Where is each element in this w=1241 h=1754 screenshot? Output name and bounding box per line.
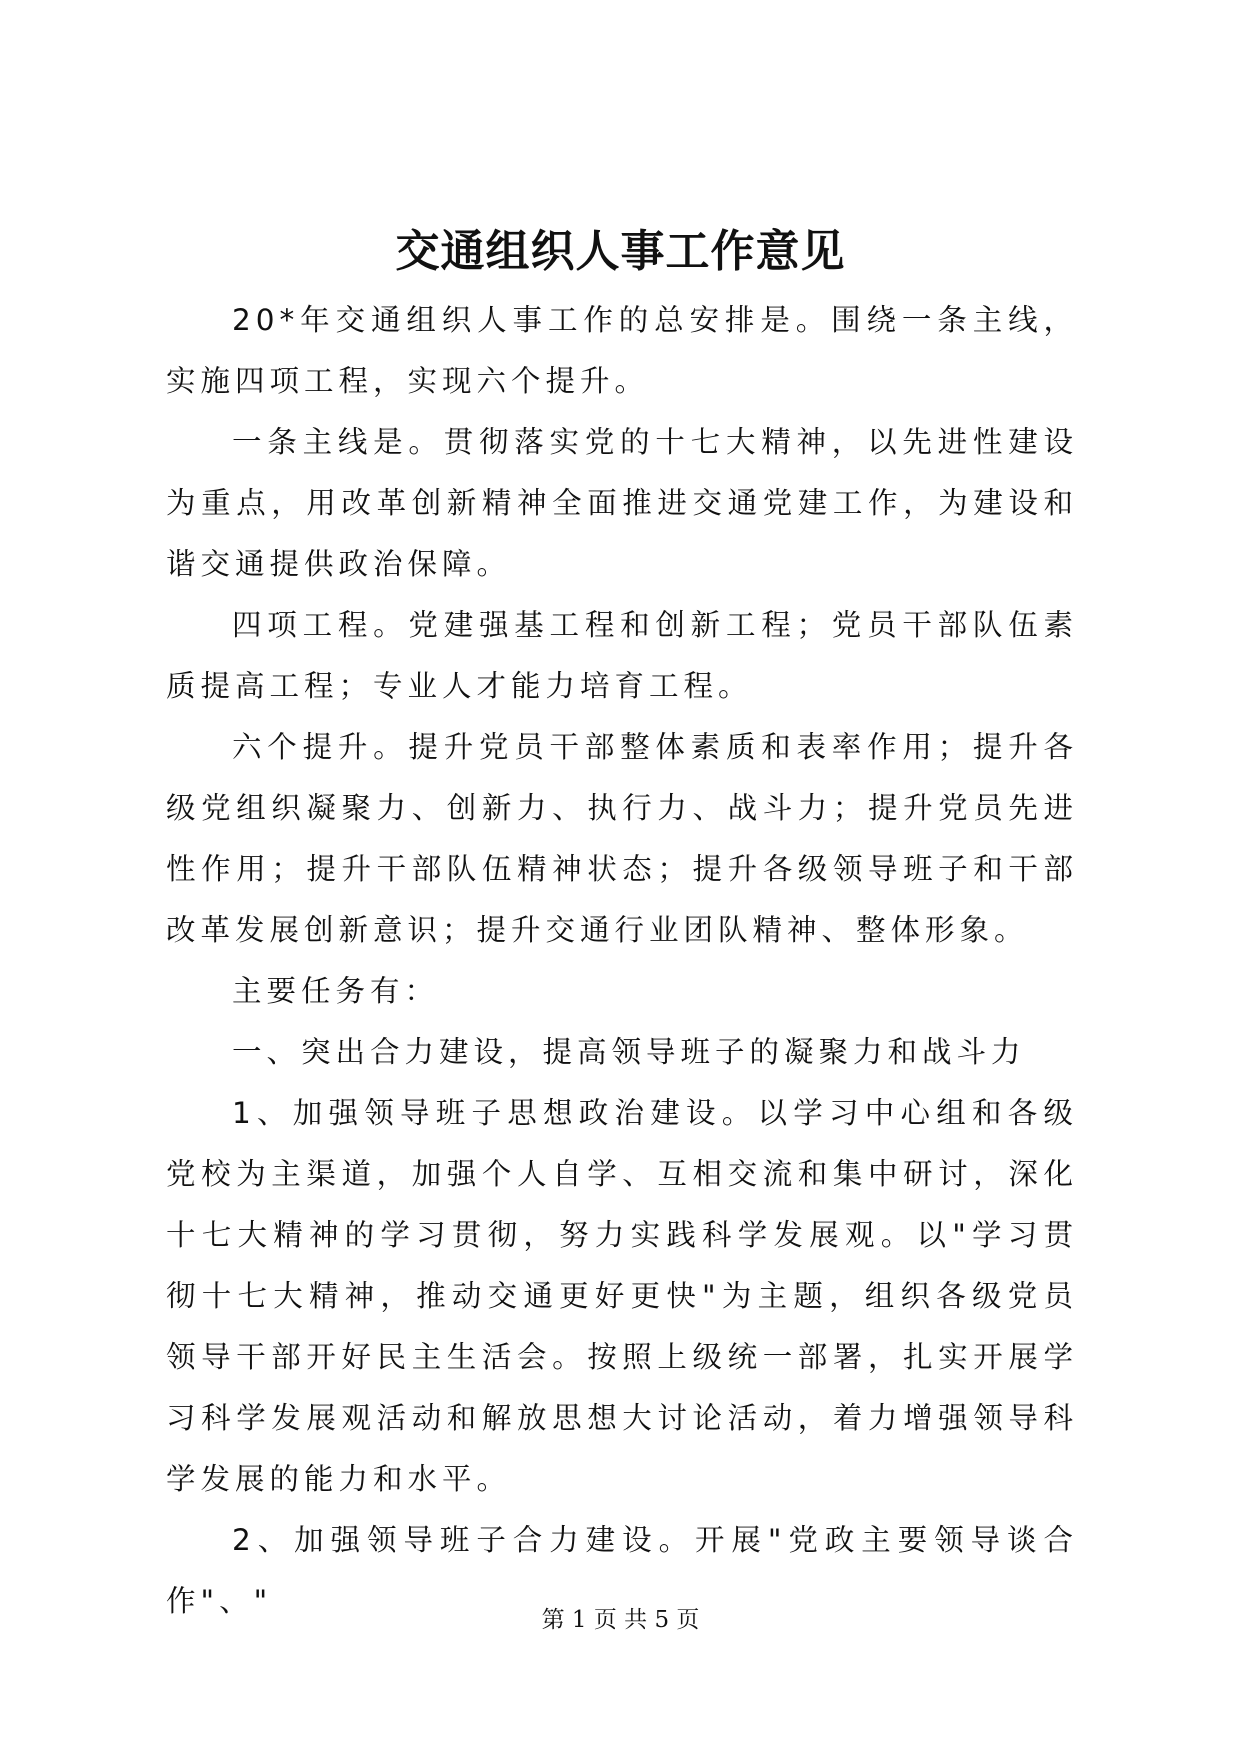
paragraph-item-1: 1、加强领导班子思想政治建设。以学习中心组和各级党校为主渠道，加强个人自学、互相交流和集中研讨，深化十七大精神的学习贯彻，努力实践科学发展观。以"学习贯彻十七大精神，推动交通更好更快"为主题，组织各级党员领导干部开好民主生活会。按照上级统一部署，扎实开展学习科学发展观活动和解放思想大讨论活动，着力增强领导科学发展的能力和水平。 (166, 1096, 1078, 1496)
paragraph-item-2: 2、加强领导班子合力建设。开展"党政主要领导谈合作"、" (166, 1523, 1078, 1618)
page-footer: 第 1 页 共 5 页 (541, 1607, 700, 1633)
paragraph-four-projects: 四项工程。党建强基工程和创新工程；党员干部队伍素质提高工程；专业人才能力培育工程。 (166, 608, 1078, 703)
paragraph-main-tasks: 主要任务有： (232, 974, 440, 1008)
paragraph-main-line: 一条主线是。贯彻落实党的十七大精神，以先进性建设为重点，用改革创新精神全面推进交通党建工作，为建设和谐交通提供政治保障。 (166, 425, 1078, 581)
document-body (166, 290, 1078, 1632)
document-title: 交通组织人事工作意见 (395, 226, 846, 277)
section-heading-1: 一、突出合力建设，提高领导班子的凝聚力和战斗力 (232, 1035, 1026, 1069)
paragraph-overview: 20*年交通组织人事工作的总安排是。围绕一条主线，实施四项工程，实现六个提升。 (166, 303, 1078, 398)
paragraph-six-improvements: 六个提升。提升党员干部整体素质和表率作用；提升各级党组织凝聚力、创新力、执行力、战斗力；提升党员先进性作用；提升干部队伍精神状态；提升各级领导班子和干部改革发展创新意识；提升交通行业团队精神、整体形象。 (166, 730, 1078, 947)
